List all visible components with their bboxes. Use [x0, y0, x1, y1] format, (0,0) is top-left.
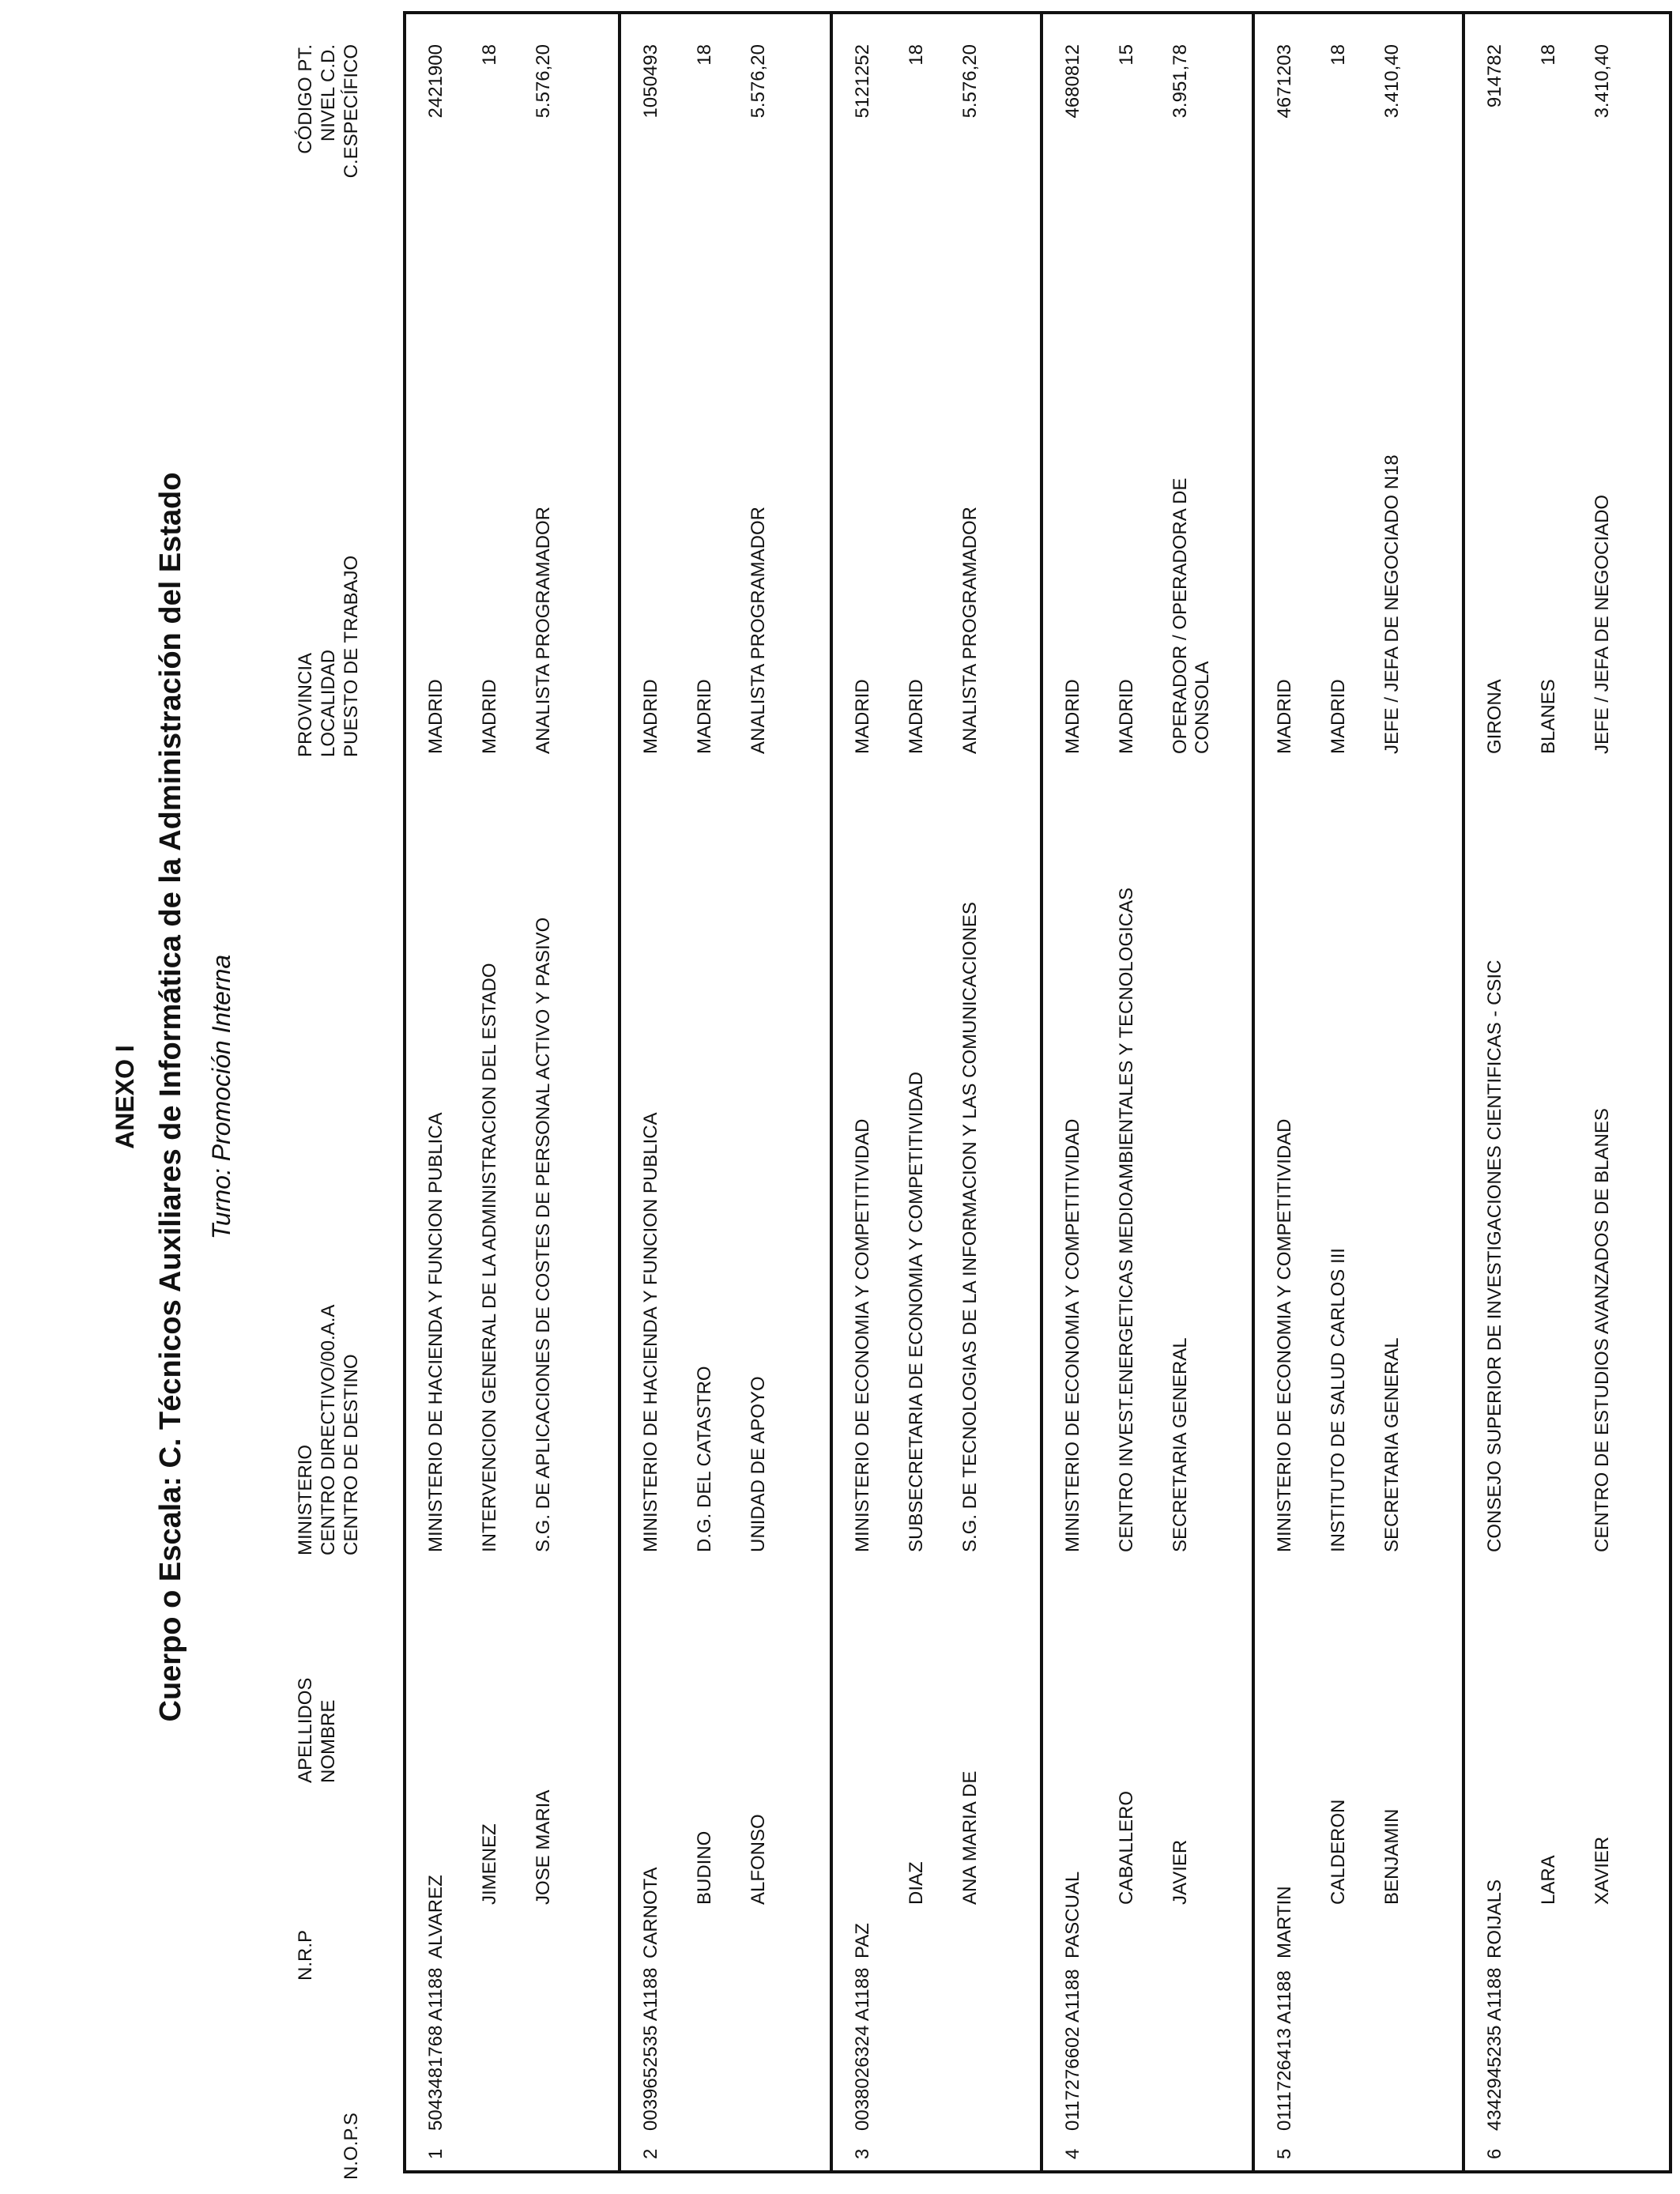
record-c-especifico: 5.576,20 — [748, 44, 769, 119]
header-apellidos: APELLIDOS — [295, 1677, 316, 1783]
record-number: 6 — [1484, 2148, 1505, 2159]
header-centro-destino: CENTRO DE DESTINO — [341, 1354, 362, 1555]
record-nivel-cd: 18 — [479, 44, 500, 66]
header-c-especifico: C.ESPECÍFICO — [341, 44, 362, 179]
record-nivel-cd: 18 — [694, 44, 715, 66]
turno-subtitle: Turno: Promoción Interna — [207, 954, 235, 1240]
record-puesto: ANALISTA PROGRAMADOR — [533, 507, 554, 754]
record-row — [406, 14, 618, 2170]
record-provincia: MADRID — [1274, 679, 1295, 754]
record-ministerio: MINISTERIO DE ECONOMIA Y COMPETITIVIDAD — [1274, 1118, 1295, 1552]
record-apellido: CARNOTA — [640, 1867, 661, 1958]
record-codigo-pt: 5121252 — [852, 44, 873, 119]
record-nivel-cd: 18 — [1328, 44, 1349, 66]
header-puesto: PUESTO DE TRABAJO — [341, 555, 362, 757]
record-apellido: DIAZ — [906, 1861, 927, 1905]
header-codes — [294, 44, 363, 234]
record-centro-destino: CENTRO DE ESTUDIOS AVANZADOS DE BLANES — [1591, 1108, 1613, 1552]
record-puesto: OPERADOR / OPERADORA DE CONSOLA — [1170, 477, 1213, 754]
record-apellido: MARTIN — [1274, 1886, 1295, 1958]
record-localidad: MADRID — [1328, 679, 1349, 754]
header-person — [294, 1678, 340, 1783]
record-c-especifico: 5.576,20 — [533, 44, 554, 119]
record-centro-directivo: INTERVENCION GENERAL DE LA ADMINISTRACION DEL ESTADO — [479, 963, 500, 1552]
record-apellido: CABALLERO — [1116, 1790, 1137, 1905]
record-codigo-pt: 4671203 — [1274, 44, 1295, 119]
record-centro-destino: S.G. DE TECNOLOGIAS DE LA INFORMACION Y LAS COMUNICACIONES — [959, 902, 981, 1552]
header-nrp-label: N.R.P — [295, 1929, 316, 1981]
record-puesto: ANALISTA PROGRAMADOR — [959, 507, 981, 754]
record-nrp: 5043481768 A1188 — [425, 1967, 446, 2131]
record-c-especifico: 3.410,40 — [1591, 44, 1613, 119]
header-nombre: NOMBRE — [318, 1699, 339, 1783]
header-location — [294, 556, 363, 757]
record-localidad: MADRID — [1116, 679, 1137, 754]
record-c-especifico: 3.410,40 — [1381, 44, 1403, 119]
record-puesto: ANALISTA PROGRAMADOR — [748, 507, 769, 754]
record-centro-directivo: CENTRO INVEST.ENERGETICAS MEDIOAMBIENTALES Y TECNOLOGICAS — [1116, 887, 1137, 1552]
record-nombre: BENJAMIN — [1381, 1808, 1403, 1905]
header-nops — [294, 2113, 363, 2180]
record-ministerio: CONSEJO SUPERIOR DE INVESTIGACIONES CIENTIFICAS - CSIC — [1484, 959, 1505, 1552]
record-c-especifico: 5.576,20 — [959, 44, 981, 119]
header-nrp — [294, 1930, 317, 1981]
record-provincia: MADRID — [852, 679, 873, 754]
record-ministerio: MINISTERIO DE HACIENDA Y FUNCION PUBLICA — [425, 1112, 446, 1552]
record-apellido: PASCUAL — [1062, 1871, 1083, 1958]
record-nivel-cd: 18 — [906, 44, 927, 66]
record-provincia: GIRONA — [1484, 679, 1505, 754]
record-nombre: XAVIER — [1591, 1836, 1613, 1905]
record-codigo-pt: 914782 — [1484, 44, 1505, 108]
record-number: 3 — [852, 2148, 873, 2159]
record-nivel-cd: 15 — [1116, 44, 1137, 66]
record-nrp: 0111726413 A1188 — [1274, 1970, 1295, 2131]
record-apellido: JIMENEZ — [479, 1823, 500, 1905]
record-nombre: JOSE MARIA — [533, 1789, 554, 1905]
record-centro-destino: UNIDAD DE APOYO — [748, 1376, 769, 1552]
record-centro-directivo: SUBSECRETARIA DE ECONOMIA Y COMPETITIVIDAD — [906, 1071, 927, 1552]
header-provincia: PROVINCIA — [295, 652, 316, 757]
record-apellido: ALVAREZ — [425, 1875, 446, 1958]
record-ministerio: MINISTERIO DE HACIENDA Y FUNCION PUBLICA — [640, 1112, 661, 1552]
record-centro-directivo: INSTITUTO DE SALUD CARLOS III — [1328, 1248, 1349, 1552]
record-localidad: BLANES — [1538, 679, 1559, 754]
record-nombre: JAVIER — [1170, 1839, 1191, 1905]
record-ministerio: MINISTERIO DE ECONOMIA Y COMPETITIVIDAD — [1062, 1118, 1083, 1552]
records-table — [403, 11, 1672, 2173]
record-row — [830, 14, 1040, 2170]
cuerpo-title: Cuerpo o Escala: C. Técnicos Auxiliares de Informática de la Administración del Estado — [154, 472, 187, 1722]
record-apellido: LARA — [1538, 1855, 1559, 1905]
record-nombre: ANA MARIA DE — [959, 1770, 981, 1905]
annex-title: ANEXO I — [111, 1045, 139, 1149]
header-nivel-cd: NIVEL C.D. — [318, 44, 339, 142]
record-nrp: 0039652535 A1188 — [640, 1967, 661, 2131]
record-nrp: 0117276602 A1188 — [1062, 1969, 1083, 2131]
record-localidad: MADRID — [479, 679, 500, 754]
record-centro-destino: S.G. DE APLICACIONES DE COSTES DE PERSONAL ACTIVO Y PASIVO — [533, 917, 554, 1552]
header-localidad: LOCALIDAD — [318, 649, 339, 757]
header-center — [294, 1305, 363, 1555]
record-apellido: PAZ — [852, 1923, 873, 1958]
record-apellido: CALDERON — [1328, 1799, 1349, 1905]
record-row — [1252, 14, 1462, 2170]
header-centro-directivo: CENTRO DIRECTIVO/00.A.A — [318, 1304, 339, 1555]
record-centro-destino: SECRETARIA GENERAL — [1381, 1337, 1403, 1552]
record-provincia: MADRID — [640, 679, 661, 754]
header-codigo-pt: CÓDIGO PT. — [295, 44, 316, 154]
record-row — [618, 14, 830, 2170]
record-apellido: ROIJALS — [1484, 1879, 1505, 1958]
record-codigo-pt: 2421900 — [425, 44, 446, 119]
record-number: 2 — [640, 2148, 661, 2159]
record-provincia: MADRID — [425, 679, 446, 754]
record-row — [1040, 14, 1252, 2170]
record-number: 1 — [425, 2148, 446, 2159]
record-localidad: MADRID — [694, 679, 715, 754]
record-puesto: JEFE / JEFA DE NEGOCIADO — [1591, 494, 1613, 754]
record-localidad: MADRID — [906, 679, 927, 754]
record-nrp: 0038026324 A1188 — [852, 1967, 873, 2131]
record-number: 5 — [1274, 2148, 1295, 2159]
record-ministerio: MINISTERIO DE ECONOMIA Y COMPETITIVIDAD — [852, 1118, 873, 1552]
record-c-especifico: 3.951,78 — [1170, 44, 1191, 119]
record-puesto: JEFE / JEFA DE NEGOCIADO N18 — [1381, 454, 1403, 754]
record-number: 4 — [1062, 2148, 1083, 2159]
record-nivel-cd: 18 — [1538, 44, 1559, 66]
record-codigo-pt: 4680812 — [1062, 44, 1083, 119]
record-centro-directivo: D.G. DEL CATASTRO — [694, 1366, 715, 1552]
record-row — [1462, 14, 1669, 2170]
header-ministerio: MINISTERIO — [295, 1444, 316, 1555]
record-nombre: ALFONSO — [748, 1814, 769, 1905]
record-apellido: BUDINO — [694, 1830, 715, 1905]
record-nrp: 4342945235 A1188 — [1484, 1967, 1505, 2131]
header-nops-label: N.O.P.S — [341, 2113, 362, 2180]
record-provincia: MADRID — [1062, 679, 1083, 754]
record-centro-destino: SECRETARIA GENERAL — [1170, 1337, 1191, 1552]
record-codigo-pt: 1050493 — [640, 44, 661, 119]
